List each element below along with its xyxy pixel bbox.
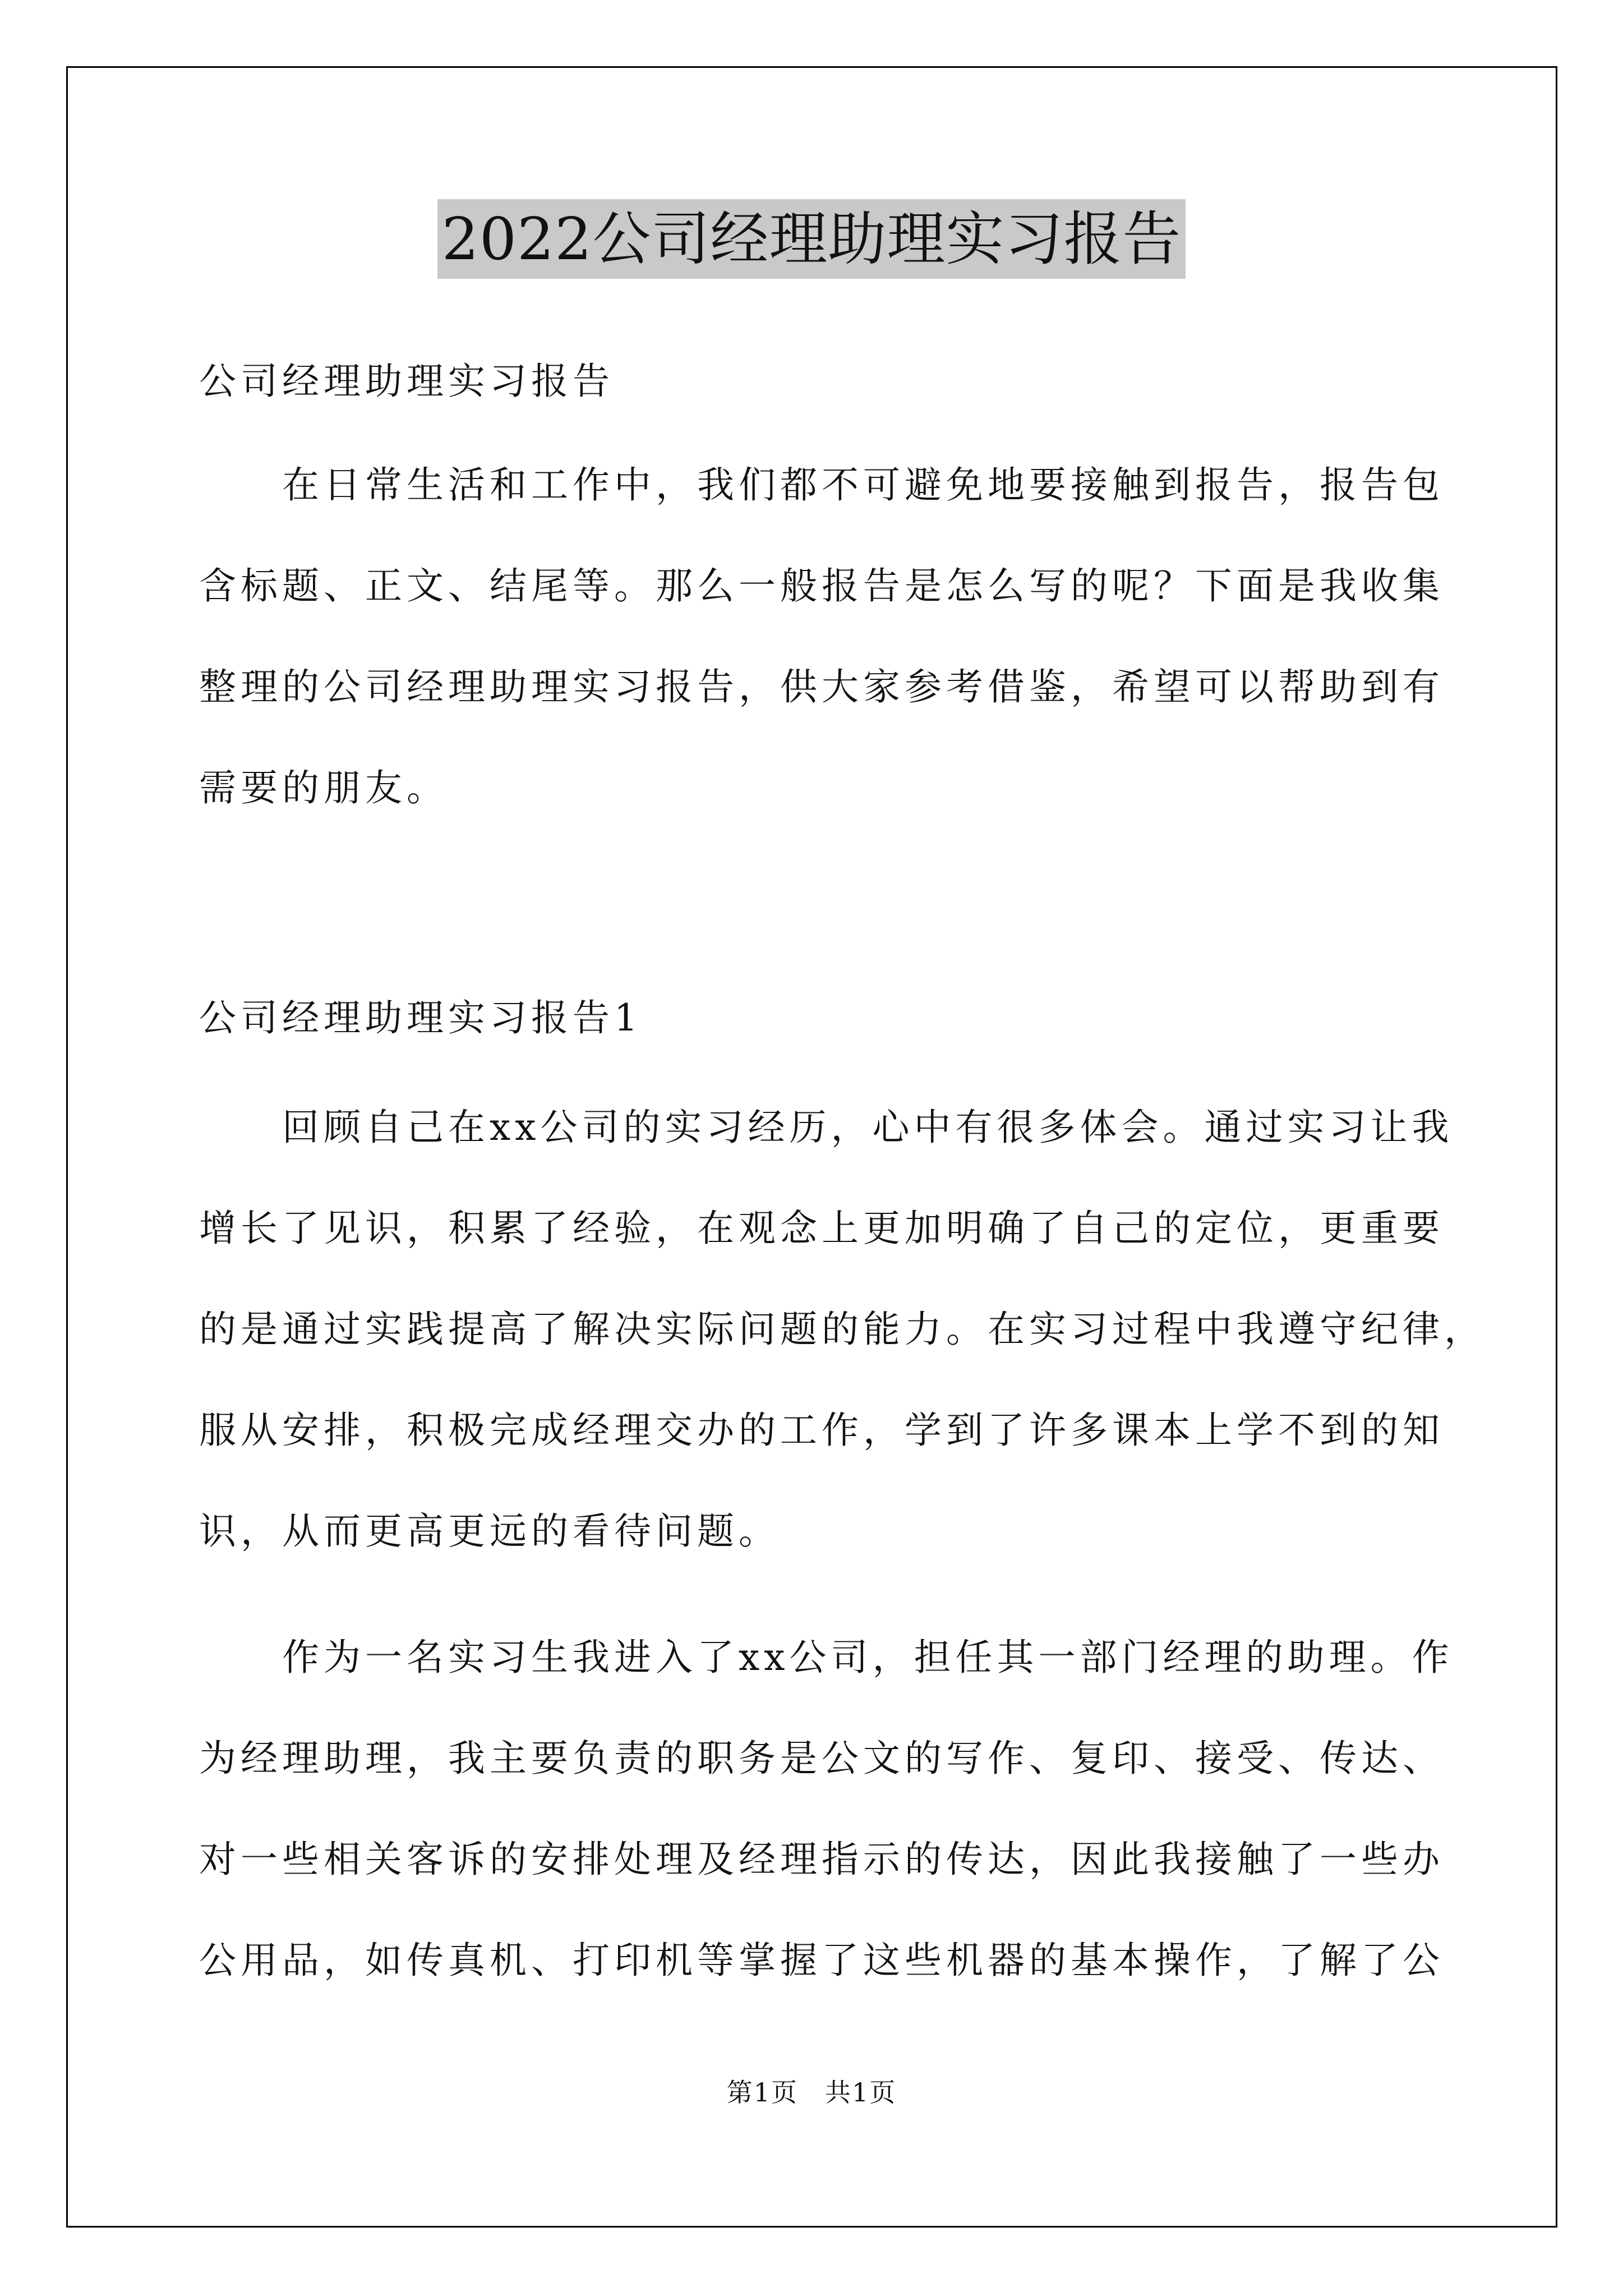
paragraph-line: 对一些相关客诉的安排处理及经理指示的传达，因此我接触了一些办 [199, 1838, 1444, 1881]
intro-heading: 公司经理助理实习报告 [199, 360, 614, 403]
paragraph-line: 回顾自己在xx公司的实习经历，心中有很多体会。通过实习让我 [199, 1106, 1454, 1149]
intro-line: 整理的公司经理助理实习报告，供大家参考借鉴，希望可以帮助到有 [199, 665, 1444, 708]
paragraph-line: 为经理助理，我主要负责的职务是公文的写作、复印、接受、传达、 [199, 1737, 1444, 1780]
paragraph-line: 增长了见识，积累了经验，在观念上更加明确了自己的定位，更重要 [199, 1207, 1444, 1250]
section1-heading: 公司经理助理实习报告1 [199, 996, 642, 1039]
document-title: 2022公司经理助理实习报告 [437, 199, 1186, 279]
paragraph-line: 公用品，如传真机、打印机等掌握了这些机器的基本操作，了解了公 [199, 1939, 1444, 1982]
intro-line: 需要的朋友。 [199, 766, 448, 809]
paragraph-line: 作为一名实习生我进入了xx公司，担任其一部门经理的助理。作 [199, 1636, 1454, 1679]
paragraph-line: 服从安排，积极完成经理交办的工作，学到了许多课本上学不到的知 [199, 1409, 1444, 1452]
page-footer: 第1页 共1页 [726, 2077, 897, 2108]
paragraph-line: 识，从而更高更远的看待问题。 [199, 1510, 780, 1553]
title-container [0, 199, 1623, 279]
intro-line: 含标题、正文、结尾等。那么一般报告是怎么写的呢？下面是我收集 [199, 564, 1444, 608]
paragraph-line: 的是通过实践提高了解决实际问题的能力。在实习过程中我遵守纪律， [199, 1308, 1486, 1351]
intro-line: 在日常生活和工作中，我们都不可避免地要接触到报告，报告包 [199, 463, 1444, 507]
